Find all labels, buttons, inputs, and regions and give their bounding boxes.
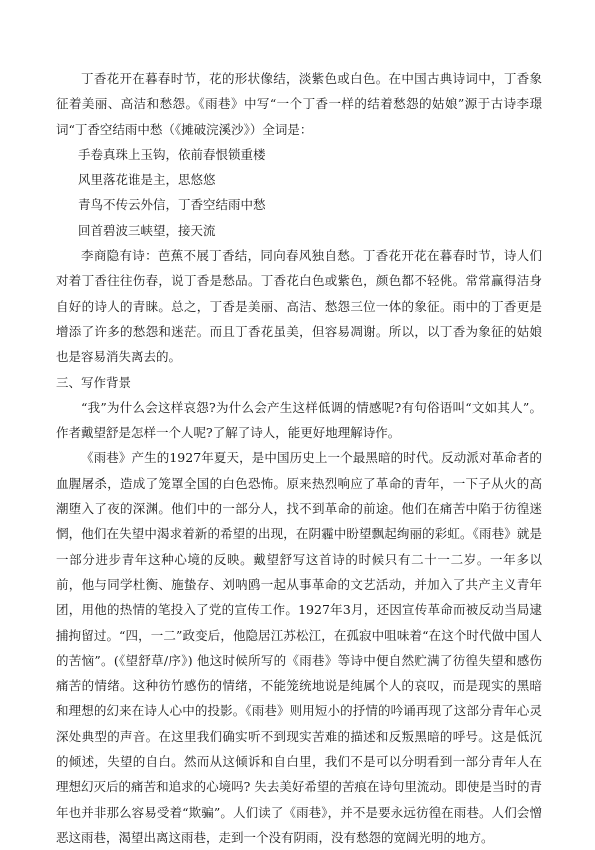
- background-paragraph-2: 《雨巷》产生的1927年夏天，是中国历史上一个最黑暗的时代。反动派对革命者的血腥屠杀，造成了笼罩全国的白色恐怖。原来热烈响应了革命的青年，一下子从火的高潮堕入了夜的深渊。他们中的一部分人，找不到革命的前途。他们在痛苦中陷于彷徨迷惘，他们在失望中渴求着新的希望的出现，在阴霾中盼望飘起绚丽的彩虹。《雨巷》就是一部分进步青年这种心境的反映。戴望舒写这首诗的时候只有二十一二岁。一年多以前，他与同学杜衡、施蛰存、刘呐鸥一起从事革命的文艺活动，并加入了共产主义青年团，用他的热情的笔投入了党的宣传工作。1927年3月，还因宣传革命而被反动当局逮捕拘留过。“四，一二”政变后，他隐居江苏松江，在孤寂中咀味着“在这个时代做中国人的苦恼”。(《望舒草/序》) 他这时候所写的《雨巷》等诗中便自然贮满了彷徨失望和感伤痛苦的情绪。这种彷竹感伤的情绪，不能笼统地说是纯属个人的哀叹，而是现实的黑暗和理想的幻来在诗人心中的投影。《雨巷》则用短小的抒情的吟诵再现了这部分青年心灵深处典型的声音。在这里我们确实听不到现实苦难的描述和反叛黑暗的呼号。这是低沉的倾述，失望的自白。然而从这倾诉和自白里，我们不是可以分明看到一部分青年人在理想幻灭后的痛苦和追求的心境吗? 失去美好希望的苦痕在诗句里流动。即使是当时的青年也并非那么容易受着“欺骗”。人们读了《雨巷》，并不是要永远彷徨在雨巷。人们会憎恶这雨巷，渴望出离这雨巷，走到一个没有阴雨，没有愁怨的宽阔光明的地方。: [56, 450, 542, 845]
- document-page: [56, 66, 542, 850]
- commentary-paragraph: 李商隐有诗：芭蕉不展丁香结，同向春风独自愁。丁香花开花在暮春时节，诗人们对着丁香往往伤春，说丁香是愁品。丁香花白色或紫色，颜色都不轻佻。常常赢得洁身自好的诗人的青睐。总之，丁香是美丽、高洁、愁怨三位一体的象征。雨中的丁香更是增添了许多的愁怨和迷茫。而且丁香花虽美，但容易凋谢。所以，以丁香为象征的姑娘也是容易消失离去的。: [56, 248, 542, 365]
- poem-line-2: 风里落花谁是主，思悠悠: [78, 172, 216, 188]
- poem-line-1: 手卷真珠上玉钩，依前春恨锁重楼: [78, 146, 266, 162]
- poem-line-3: 青鸟不传云外信，丁香空结雨中愁: [78, 197, 266, 213]
- background-paragraph-1: “我”为什么会这样哀怨?为什么会产生这样低调的情感呢?有句俗语叫“文如其人”。作者戴望舒是怎样一个人呢?了解了诗人，能更好地理解诗作。: [56, 399, 542, 441]
- intro-paragraph: 丁香花开在暮春时节，花的形状像结，淡紫色或白色。在中国古典诗词中，丁香象征着美丽、高洁和愁怨。《雨巷》中写“一个丁香一样的结着愁怨的姑娘”源于古诗李璟词“丁香空结雨中愁（《摊破浣溪沙》）全词是：: [56, 71, 542, 137]
- poem-line-4: 回首碧波三峡望，接天流: [78, 222, 216, 238]
- section-heading: 三、写作背景: [56, 374, 132, 390]
